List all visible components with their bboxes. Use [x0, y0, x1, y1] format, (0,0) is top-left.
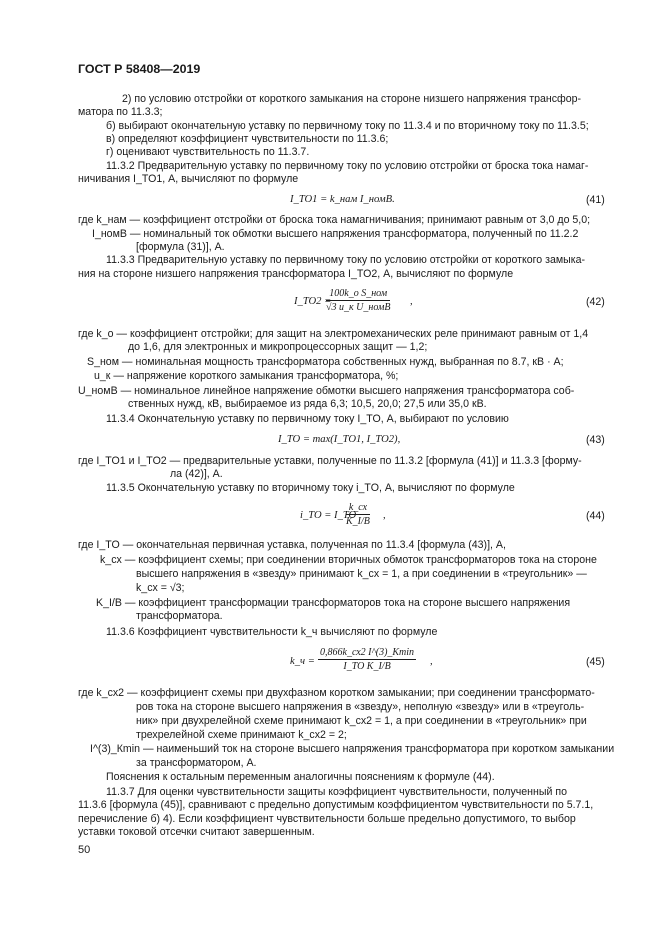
- formula-41: I_TO1 = k_нам I_номВ.: [290, 194, 395, 205]
- text-line: уставки токовой отсечки считают завершенным.: [78, 826, 315, 838]
- formula-42-lhs: I_TO2 =: [294, 296, 332, 307]
- text-line: u_к — напряжение короткого замыкания трансформатора, %;: [94, 370, 399, 382]
- formula-44-tail: ,: [383, 510, 386, 521]
- text-line: где k_нам — коэффициент отстройки от броска тока намагничивания; принимают равным от 3,0 до 5,0;: [78, 214, 591, 226]
- text-line: 11.3.5 Окончательную уставку по вторичному току i_TO, А, вычисляют по формуле: [106, 482, 515, 494]
- text-line: 11.3.6 [формула (45)], сравнивают с предельно допустимым коэффициентом чувствительности по 5.7.1,: [78, 799, 594, 811]
- text-line: где I_TO1 и I_TO2 — предварительные уставки, полученные по 11.3.2 [формула (41)] и 11.3.3 [форму-: [78, 455, 582, 467]
- text-line: где I_TO — окончательная первичная уставка, полученная по 11.3.4 [формула (43)], А,: [78, 539, 506, 551]
- formula-42-tail: ,: [410, 296, 413, 307]
- text-line: ственных нужд, кВ, выбираемое из ряда 6,3; 10,5, 20,0; 27,5 или 35,0 кВ.: [128, 398, 487, 410]
- text-line: где k_сх2 — коэффициент схемы при двухфазном коротком замыкании; при соединении трансформато-: [78, 687, 595, 699]
- text-line: U_номВ — номинальное линейное напряжение обмотки высшего напряжения трансформатора соб-: [78, 385, 575, 397]
- page-header: ГОСТ Р 58408—2019: [78, 62, 201, 76]
- text-line: ния на стороне низшего напряжения трансформатора I_TO2, А, вычисляют по формуле: [78, 268, 514, 280]
- formula-43: I_TO = max(I_TO1, I_TO2),: [278, 434, 401, 445]
- fraction-denominator: √3 u_к U_номВ: [326, 302, 391, 313]
- fraction-numerator: 0,866k_сх2 I^(3)_Кmin: [320, 647, 415, 658]
- text-line: за трансформатором, А.: [136, 757, 257, 769]
- text-line: до 1,6, для электронных и микропроцессорных защит — 1,2;: [128, 341, 428, 353]
- formula-number: (43): [586, 434, 605, 446]
- text-line: б) выбирают окончательную уставку по первичному току по 11.3.4 и по вторичному току по 11.3.5;: [106, 120, 589, 132]
- formula-number: (42): [586, 296, 605, 308]
- text-line: Пояснения к остальным переменным аналогичны пояснениям к формуле (44).: [106, 771, 495, 783]
- text-line: S_ном — номинальная мощность трансформатора собственных нужд, выбранная по 8.7, кВ · А;: [87, 356, 564, 368]
- text-line: 11.3.4 Окончательную уставку по первичному току I_TO, А, выбирают по условию: [106, 413, 509, 425]
- formula-44-fraction: [346, 502, 370, 527]
- page-number: 50: [78, 844, 91, 856]
- text-line: высшего напряжения в «звезду» принимают k_сх = 1, а при соединении в «треугольник» —: [136, 568, 587, 580]
- formula-number: (41): [586, 194, 605, 206]
- text-line: I_номВ — номинальный ток обмотки высшего напряжения трансформатора, полученный по 11.2.2: [92, 228, 579, 240]
- text-line: трехрелейной схеме принимают k_сх2 = 2;: [136, 729, 347, 741]
- formula-44-lhs: i_TO = I_TO: [300, 510, 357, 521]
- text-line: ничивания I_TO1, А, вычисляют по формуле: [78, 173, 299, 185]
- text-line: в) определяют коэффициент чувствительности по 11.3.6;: [106, 133, 389, 145]
- fraction-numerator: 100k_о S_ном: [326, 288, 390, 301]
- text-line: K_I/В — коэффициент трансформации трансформаторов тока на стороне высшего напряжения: [96, 597, 571, 609]
- text-line: ла (42)], А.: [170, 468, 223, 480]
- text-line: 2) по условию отстройки от короткого замыкания на стороне низшего напряжения трансфор-: [122, 93, 582, 105]
- text-line: 11.3.7 Для оценки чувствительности защиты коэффициент чувствительности, полученный по: [106, 786, 567, 798]
- text-line: 11.3.2 Предварительную уставку по первичному току по условию отстройки от броска тока намаг-: [106, 160, 589, 172]
- formula-number: (44): [586, 510, 605, 522]
- fraction-denominator: I_TO K_I/В: [343, 661, 391, 672]
- formula-45-fraction: [318, 647, 416, 672]
- text-line: ров тока на стороне высшего напряжения в «звезду», неполную «звезду» или в «треуголь-: [136, 701, 585, 713]
- formula-45-lhs: k_ч =: [290, 656, 315, 667]
- text-line: г) оценивают чувствительность по 11.3.7.: [106, 146, 310, 158]
- formula-42-fraction: [326, 288, 390, 313]
- text-line: 11.3.3 Предварительную уставку по первичному току по условию отстройки от короткого замыка-: [106, 254, 586, 266]
- formula-45-tail: ,: [430, 656, 433, 667]
- fraction-numerator: k_сх: [346, 502, 370, 515]
- text-line: 11.3.6 Коэффициент чувствительности k_ч вычисляют по формуле: [106, 626, 438, 638]
- fraction-denominator: K_I/В: [346, 516, 370, 527]
- text-line: I^(3)_Кmin — наименьший ток на стороне высшего напряжения трансформатора при коротком замыкании: [90, 743, 615, 755]
- text-line: ник» при двухрелейной схеме принимают k_сх2 = 1, а при соединении в «треугольник» при: [136, 715, 587, 727]
- text-line: перечисление б) 4). Если коэффициент чувствительности больше предельно допустимого, то выбор: [78, 813, 576, 825]
- formula-number: (45): [586, 656, 605, 668]
- text-line: трансформатора.: [136, 610, 223, 622]
- text-line: матора по 11.3.3;: [78, 106, 163, 118]
- text-line: где k_о — коэффициент отстройки; для защит на электромеханических реле принимают равным от 1,4: [78, 328, 589, 340]
- text-line: k_сх — коэффициент схемы; при соединении вторичных обмоток трансформаторов тока на стороне: [100, 554, 597, 566]
- text-line: [формула (31)], А.: [136, 241, 225, 253]
- text-line: k_сх = √3;: [136, 582, 185, 594]
